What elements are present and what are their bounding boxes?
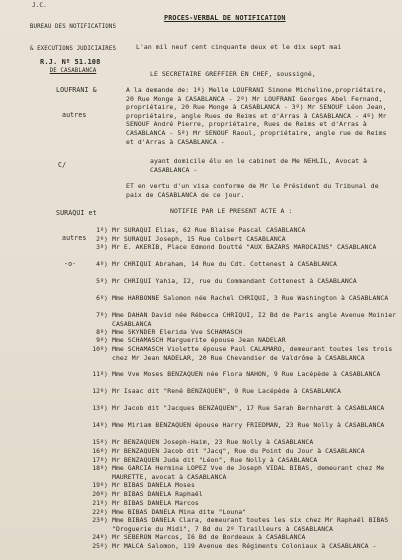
recipient-item <box>92 464 400 481</box>
recipient-item <box>92 533 400 542</box>
recipient-number: 2º) <box>96 235 108 243</box>
recipient-text: Mr BENZAQUEN Joseph-Haim, 23 Rue Nolly à CASABLANCA <box>112 438 314 446</box>
party-line: autres <box>62 111 87 120</box>
recipient-number: 11º) <box>92 370 108 378</box>
recipient-number: 20º) <box>92 490 108 498</box>
recipient-item <box>92 387 400 396</box>
recipient-text: Mr Isaac dit "René BENZAQUEN", 9 Rue Lacépède à CASABLANCA <box>112 387 341 395</box>
notified-heading: NOTIFIE PAR LE PRESENT ACTE A : <box>170 207 293 215</box>
recipient-number: 5º) <box>96 277 108 285</box>
recipient-number: 18º) <box>92 464 108 472</box>
date-intro: L'an mil neuf cent cinquante deux et le dix sept mai <box>136 43 342 51</box>
recipient-number: 22º) <box>92 508 108 516</box>
party-line <box>56 186 97 192</box>
recipient-number: 8º) <box>96 328 108 336</box>
recipient-item <box>92 370 400 379</box>
recipient-number: 14º) <box>92 421 108 429</box>
recipient-text: Mr BIBAS DANELA Moses <box>112 481 195 489</box>
recipient-text: Mr BENZAQUEN Juda dit "Léon", Rue Nolly à CASABLANCA <box>112 456 318 464</box>
recipient-item <box>92 490 400 499</box>
recipient-number: 19º) <box>92 481 108 489</box>
office-line-1: BUREAU DES NOTIFICATIONS <box>29 24 117 31</box>
office-line-3: DE CASABLANCA <box>49 67 97 74</box>
recipient-text: Mr MALCA Salomon, 119 Avenue des Régiments Coloniaux à CASABLANCA - <box>112 542 377 550</box>
recipient-text: Mr BIBAS DANELA Marcos <box>112 499 199 507</box>
recipient-text: Mme Vve Moses BENZAQUEN née Flora NAHON, 9 Rue Lacépède à CASABLANCA <box>112 370 381 378</box>
recipient-number: 10º) <box>92 345 108 353</box>
recipient-item <box>96 311 400 328</box>
recipient-item <box>92 404 400 413</box>
request-paragraph: A la demande de: 1º) Melle LOUFRANI Simone Micheline,propriétaire, 20 Rue Monge à CASABLANCA - 2º) Mr LOUFRANI Georges Abel Fernand, propriétaire, 20 Rue Monge à CASABLANCA - 3º) Mr SENOUF Léon Jean, propriétaire, angle Rues de Reims et d'Arras à CASABLANCA - 4º) Mr SENOUF André Pierre, propriétaire, Rues de Reims et d'Arras à CASABLANCA - 5º) Mr SENOUF Raoul, propriétaire, angle rue de Reims et d'Arras à CASABLANCA - <box>126 86 387 146</box>
recipient-item <box>96 226 400 235</box>
recipient-text: Mr BENZAQUEN Jacob dit "Jacq", Rue du Point du Jour à CASABLANCA <box>112 447 365 455</box>
recipient-number: 21º) <box>92 499 108 507</box>
reference-number: R.J. Nº 51.108 <box>40 58 101 66</box>
recipient-number: 3º) <box>96 243 108 251</box>
recipient-item <box>92 542 400 551</box>
party-line: autres <box>62 234 87 243</box>
recipient-item <box>92 499 400 508</box>
secretary-line: LE SECRETAIRE GREFFIER EN CHEF, soussigné, <box>150 70 316 78</box>
recipient-number: 13º) <box>92 404 108 412</box>
recipient-item <box>92 438 400 447</box>
recipient-text: Mme Miriam BENZAQUEN épouse Harry FRIEDMAN, 23 Rue Nolly à CASABLANCA <box>112 421 385 429</box>
recipient-text: Mme SCHAMASCH Violette épouse Paul CALAMARO, demeurant toutes les trois chez Mr Jean NADELAR, 20 Rue Chevandier de Valdrôme à CASABLANCA <box>112 345 393 362</box>
recipient-number: 15º) <box>92 438 108 446</box>
recipient-number: 12º) <box>92 387 108 395</box>
recipient-number: 25º) <box>92 542 108 550</box>
recipient-text: Mr CHRIQUI Yahia, I2, rue du Commandant Cottenest à CASABLANCA <box>112 277 357 285</box>
recipient-item <box>92 421 400 430</box>
recipient-number: 6º) <box>96 294 108 302</box>
recipient-text: Mr CHRIQUI Abraham, 14 Rue du Cdt. Cottenest à CASABLANCA <box>112 260 338 268</box>
recipient-number: 1º) <box>96 226 108 234</box>
recipient-item <box>96 260 400 269</box>
party-line: C/ <box>58 161 67 170</box>
party-line: -o- <box>64 259 77 268</box>
recipient-text: Mme GARCIA Hermina LOPEZ Vve de Joseph VIDAL BIBAS, demeurant chez Me MAURETTE, avocat à CASABLANCA <box>112 464 385 481</box>
recipient-text: Mr BIBAS DANELA Raphaël <box>112 490 203 498</box>
parties-block <box>56 69 97 285</box>
recipient-text: Mr E. AKERIB, Place Edmond Doutté "AUX BAZARS MAROCAINS" CASABLANCA <box>112 243 377 251</box>
recipient-text: Mr SEBERON Marcos, I6 Bd de Bordeaux à CASABLANCA <box>112 533 306 541</box>
recipient-item <box>92 481 400 490</box>
recipient-number: 24º) <box>92 533 108 541</box>
recipient-number: 23º) <box>92 516 108 524</box>
recipient-item <box>92 447 400 456</box>
visa-paragraph: ET en vertu d'un visa conforme de Mr le Président du Tribunal de paix de CASABLANCA de ce jour. <box>126 182 379 199</box>
recipient-number: 7º) <box>96 311 108 319</box>
recipient-text: Mr SURAQUI Joseph, 15 Rue Colbert CASABLANCA <box>112 235 286 243</box>
recipient-text: Mme SCHAMASCH Marguerite épouse Jean NADELAR <box>112 336 286 344</box>
recipient-item <box>92 345 400 362</box>
party-line: LOUFRANI & <box>56 85 97 94</box>
domicile-paragraph: ayant domicile élu en le cabinet de Me NEHLIL, Avocat à CASABLANCA - <box>150 157 368 174</box>
recipient-item <box>92 516 400 533</box>
jc-initials: J.C. <box>32 2 47 9</box>
recipient-number: 9º) <box>96 336 108 344</box>
recipient-text: Mr Jacob dit "Jacques BENZAQUEN", 17 Rue Sarah Bernhardt à CASABLANCA <box>112 404 385 412</box>
recipient-text: Mme BIBAS DANELA Clara, demeurant toutes les six chez Mr Raphaël BIBAS "Droguerie du Midi", 7 Bd du 2º Tirailleurs à CASABLANCA <box>112 516 389 533</box>
recipient-text: Mr SURAQUI Elias, 62 Rue Blaise Pascal CASABLANCA <box>112 226 306 234</box>
recipient-number: 4º) <box>96 260 108 268</box>
recipient-number: 16º) <box>92 447 108 455</box>
recipient-text: Mme DAHAN David née Rébecca CHRIQUI, I2 Bd de Paris angle Avenue Moinier CASABLANCA <box>112 311 397 328</box>
recipient-item <box>96 294 400 303</box>
recipient-text: Mme SKYNDER Elerida Vve SCHAMASCH <box>112 328 243 336</box>
document-title: PROCES-VERBAL DE NOTIFICATION <box>164 14 286 22</box>
recipient-item <box>96 336 400 345</box>
recipient-number: 17º) <box>92 456 108 464</box>
party-line: SURAQUI et <box>56 209 97 218</box>
recipient-item <box>96 243 400 252</box>
recipient-text: Mme HARBONNE Salomon née Rachel CHRIQUI, 3 Rue Washington à CASABLANCA <box>112 294 389 302</box>
recipient-text: Mme BIBAS DANELA Mina dite "Louna" <box>112 508 247 516</box>
office-line-2: & EXECUTIONS JUDICIAIRES <box>29 46 117 53</box>
recipient-item <box>96 277 400 286</box>
party-line <box>56 136 97 144</box>
